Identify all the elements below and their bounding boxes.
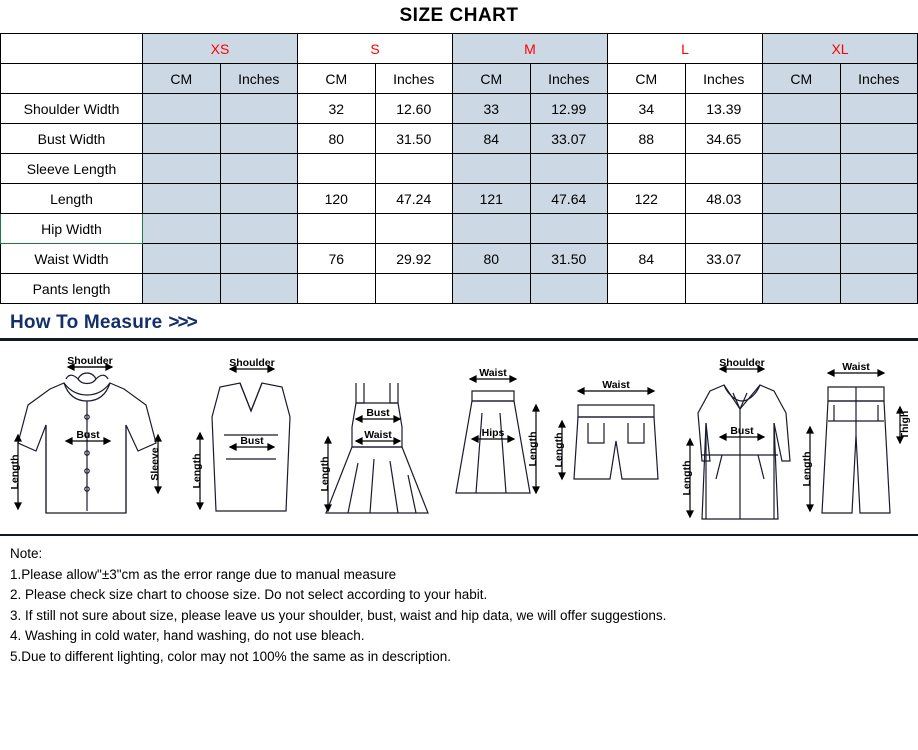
unit-m-cm: CM [453, 64, 531, 94]
cell [220, 274, 298, 304]
cell [453, 274, 531, 304]
table-row [1, 124, 918, 154]
cell: 29.92 [375, 244, 453, 274]
cell [298, 154, 376, 184]
svg-text:Sleeve: Sleeve [149, 447, 161, 481]
svg-text:Bust: Bust [366, 407, 390, 419]
cell [840, 124, 918, 154]
table-row [1, 244, 918, 274]
cell: 121 [453, 184, 531, 214]
cell [375, 274, 453, 304]
cell: 122 [608, 184, 686, 214]
unit-corner-cell [1, 64, 143, 94]
cell [685, 214, 763, 244]
size-header-m: M [453, 34, 608, 64]
cell [763, 154, 841, 184]
cell [375, 214, 453, 244]
cell: 34 [608, 94, 686, 124]
svg-text:Bust: Bust [240, 435, 264, 447]
cell: 12.60 [375, 94, 453, 124]
cell: 88 [608, 124, 686, 154]
note-line-5: 5.Due to different lighting, color may not 100% the same as in description. [10, 648, 451, 664]
cell [840, 184, 918, 214]
svg-text:Bust: Bust [76, 429, 100, 441]
table-row [1, 184, 918, 214]
table-size-header-row [1, 34, 918, 64]
svg-text:Waist: Waist [602, 379, 630, 391]
note-line-2: 2. Please check size chart to choose size. Do not select according to your habit. [10, 587, 488, 603]
svg-text:Length: Length [681, 460, 693, 496]
cell [530, 214, 608, 244]
measurement-figures [0, 341, 918, 536]
cell [530, 274, 608, 304]
cell [220, 184, 298, 214]
cell [840, 94, 918, 124]
figure-dress [312, 343, 440, 531]
row-label-waist-width: Waist Width [1, 244, 143, 274]
table-row [1, 214, 918, 244]
cell [763, 94, 841, 124]
notes-heading: Note: [10, 546, 43, 561]
figure-blouse [6, 343, 182, 531]
cell [220, 214, 298, 244]
cell [763, 244, 841, 274]
cell [608, 214, 686, 244]
cell: 31.50 [375, 124, 453, 154]
cell: 12.99 [530, 94, 608, 124]
svg-text:Waist: Waist [842, 361, 870, 373]
row-label-pants-length: Pants length [1, 274, 143, 304]
svg-text:Shoulder: Shoulder [229, 357, 275, 369]
cell: 120 [298, 184, 376, 214]
svg-text:Bust: Bust [730, 425, 754, 437]
figure-coat [676, 343, 804, 531]
cell: 33.07 [685, 244, 763, 274]
page-title: SIZE CHART [399, 5, 519, 26]
cell [453, 154, 531, 184]
table-row [1, 94, 918, 124]
cell [143, 244, 221, 274]
figure-shorts [548, 343, 684, 531]
how-to-measure-title: How To Measure [10, 312, 163, 333]
figure-skirt [438, 343, 548, 531]
svg-text:Hips: Hips [481, 427, 505, 439]
unit-s-inches: Inches [375, 64, 453, 94]
cell [375, 154, 453, 184]
svg-text:Shoulder: Shoulder [719, 357, 765, 369]
svg-text:Length: Length [801, 451, 813, 487]
svg-text:Shoulder: Shoulder [67, 355, 113, 367]
unit-m-inches: Inches [530, 64, 608, 94]
cell: 33 [453, 94, 531, 124]
cell [840, 244, 918, 274]
cell [143, 124, 221, 154]
note-line-1: 1.Please allow"±3"cm as the error range due to manual measure [10, 566, 397, 582]
cell [608, 154, 686, 184]
cell [298, 274, 376, 304]
cell: 48.03 [685, 184, 763, 214]
cell [298, 214, 376, 244]
unit-xl-cm: CM [763, 64, 841, 94]
unit-xs-cm: CM [143, 64, 221, 94]
cell [143, 94, 221, 124]
svg-text:Length: Length [527, 431, 539, 467]
cell: 76 [298, 244, 376, 274]
row-label-length: Length [1, 184, 143, 214]
cell [685, 274, 763, 304]
arrows-icon: >>> [168, 312, 196, 333]
table-row [1, 274, 918, 304]
cell [763, 214, 841, 244]
cell: 47.64 [530, 184, 608, 214]
cell [530, 154, 608, 184]
size-chart-table [0, 33, 918, 304]
svg-text:Length: Length [9, 454, 21, 490]
how-to-measure-header [0, 304, 918, 341]
unit-xs-inches: Inches [220, 64, 298, 94]
svg-text:Length: Length [191, 453, 203, 489]
table-row [1, 154, 918, 184]
cell [143, 274, 221, 304]
row-label-sleeve-length: Sleeve Length [1, 154, 143, 184]
cell [143, 184, 221, 214]
svg-text:Waist: Waist [479, 367, 507, 379]
svg-text:Length: Length [553, 432, 565, 468]
size-header-l: L [608, 34, 763, 64]
size-header-s: S [298, 34, 453, 64]
cell [763, 184, 841, 214]
cell: 34.65 [685, 124, 763, 154]
note-line-4: 4. Washing in cold water, hand washing, do not use bleach. [10, 628, 365, 644]
cell [608, 274, 686, 304]
cell: 33.07 [530, 124, 608, 154]
cell: 13.39 [685, 94, 763, 124]
unit-s-cm: CM [298, 64, 376, 94]
cell [143, 214, 221, 244]
cell [220, 244, 298, 274]
note-line-3: 3. If still not sure about size, please leave us your shoulder, bust, waist and hip data, we will offer suggestions. [10, 607, 667, 623]
cell [763, 124, 841, 154]
cell [220, 94, 298, 124]
table-corner-cell [1, 34, 143, 64]
cell: 32 [298, 94, 376, 124]
unit-xl-inches: Inches [840, 64, 918, 94]
table-unit-header-row [1, 64, 918, 94]
cell [685, 154, 763, 184]
cell: 80 [298, 124, 376, 154]
svg-text:Thigh: Thigh [899, 410, 911, 440]
cell [220, 154, 298, 184]
cell [453, 214, 531, 244]
cell [143, 154, 221, 184]
cell [763, 274, 841, 304]
cell: 31.50 [530, 244, 608, 274]
cell [220, 124, 298, 154]
cell [840, 154, 918, 184]
unit-l-cm: CM [608, 64, 686, 94]
notes-section [0, 536, 918, 667]
row-label-hip-width: Hip Width [1, 214, 143, 244]
cell: 84 [608, 244, 686, 274]
size-header-xl: XL [763, 34, 918, 64]
cell: 84 [453, 124, 531, 154]
cell [840, 274, 918, 304]
cell: 47.24 [375, 184, 453, 214]
svg-text:Waist: Waist [364, 429, 392, 441]
figure-pants [800, 343, 916, 531]
figure-tank-top [186, 343, 316, 531]
row-label-bust-width: Bust Width [1, 124, 143, 154]
svg-text:Length: Length [319, 456, 331, 492]
cell: 80 [453, 244, 531, 274]
cell [840, 214, 918, 244]
unit-l-inches: Inches [685, 64, 763, 94]
size-header-xs: XS [143, 34, 298, 64]
row-label-shoulder-width: Shoulder Width [1, 94, 143, 124]
